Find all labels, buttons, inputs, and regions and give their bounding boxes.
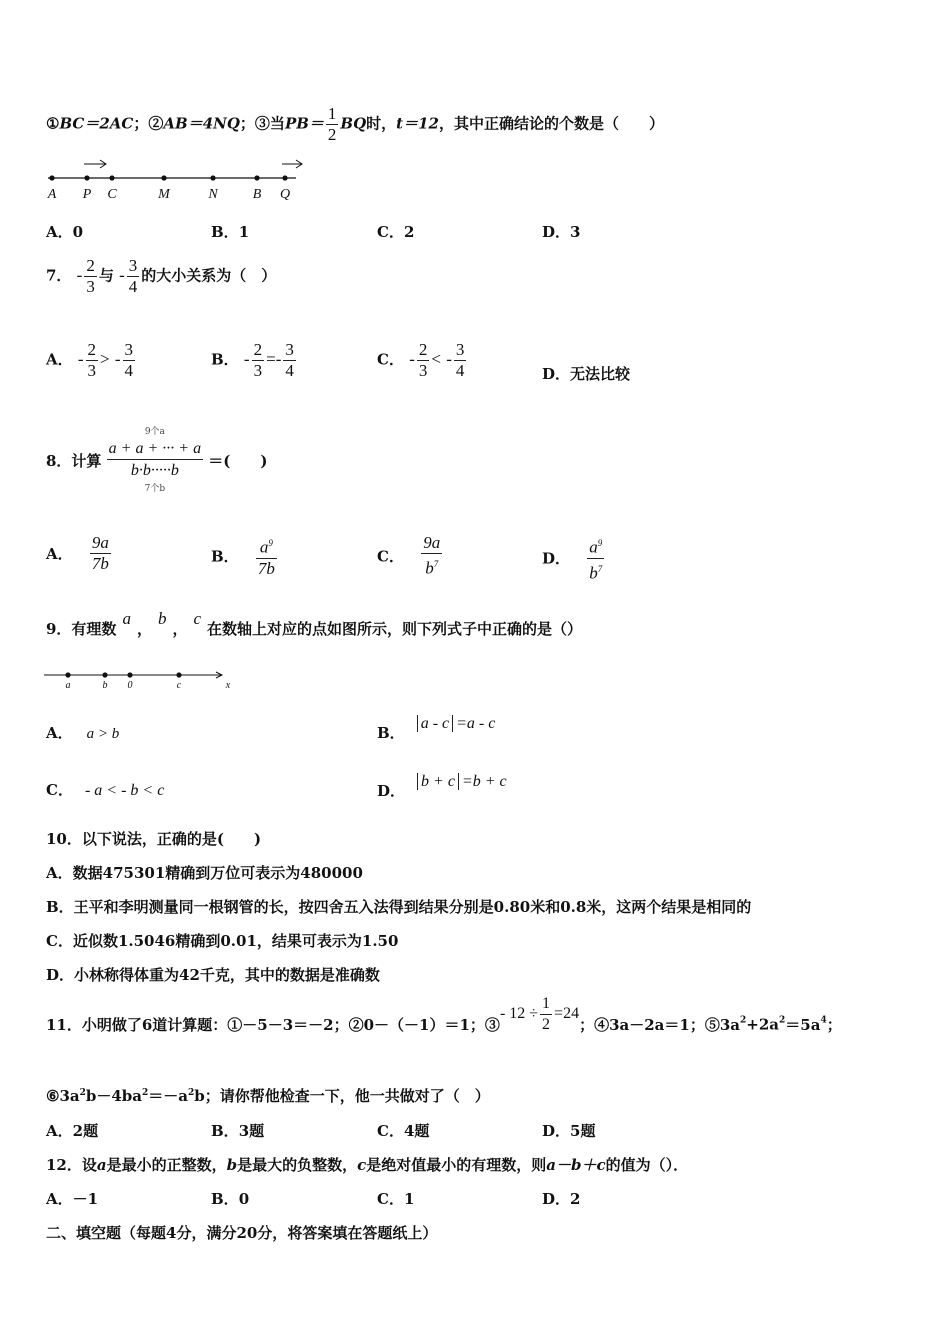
q9-label-a: a <box>65 680 71 691</box>
q9-label-x: x <box>225 680 231 691</box>
q9-point-0 <box>127 672 132 677</box>
q6-option-b[interactable]: B．1 <box>211 223 250 241</box>
q11-stem-line2: $⑥3a^2b-4ba^2=-a^2b$；请你帮他检查一下，他一共做对了（ ） <box>46 1087 490 1105</box>
q9-option-d[interactable]: D．b + c =b + c <box>377 773 507 800</box>
q6-point-m <box>161 175 166 180</box>
q9-option-c[interactable]: C． - a < - b < c <box>46 781 165 799</box>
q6-label-q: Q <box>279 187 291 202</box>
q9-label-b: b <box>102 680 108 691</box>
q8-option-c[interactable]: C． $\frac{9a}{b^7}$ <box>377 533 441 578</box>
q9-option-b[interactable]: B．a - c =a - c <box>377 715 496 742</box>
q9-option-a[interactable]: A． a > b <box>46 724 120 742</box>
q8-option-d[interactable]: D． $\frac{a^9}{b^7}$ <box>542 533 606 583</box>
q6-half-fraction: $\frac{1}{2}$ <box>327 104 337 144</box>
q10-option-d[interactable]: D．小林称得体重为42千克，其中的数据是准确数 <box>46 966 380 984</box>
q6-label-c: C <box>107 187 117 202</box>
q8-denominator: b·b·····b <box>130 462 179 479</box>
q6-label-b: B <box>252 187 262 202</box>
q11-option-a[interactable]: A．2题 <box>46 1122 99 1140</box>
q9-point-c <box>176 672 181 677</box>
q12-option-a[interactable]: A．－1 <box>46 1190 99 1208</box>
q9-number-axis <box>44 664 244 694</box>
q6-label-n: N <box>208 187 218 202</box>
q11-option-c[interactable]: C．4题 <box>377 1122 430 1140</box>
q11-expr-3: - 12 ÷ $\frac{1}{2}$ =24 <box>499 995 580 1033</box>
q12-stem: 12．设a是最小的正整数，b是最大的负整数，c是绝对值最小的有理数，则a－b＋c的值为（）． <box>46 1156 689 1174</box>
q6-option-a[interactable]: A．0 <box>46 223 84 241</box>
q10-option-c[interactable]: C．近似数1.5046精确到0.01，结果可表示为1.50 <box>46 932 399 950</box>
q9-point-a <box>65 672 70 677</box>
q9-point-b <box>102 672 107 677</box>
q10-stem: 10．以下说法，正确的是( ) <box>46 830 262 848</box>
q6-label-m: M <box>158 187 170 202</box>
q6-bc-eq: BC＝2AC <box>59 114 134 133</box>
q6-point-b <box>254 175 259 180</box>
q6-ab-eq: AB＝4NQ <box>163 114 240 133</box>
q7-fraction-2: $\frac{3}{4}$ <box>128 256 138 296</box>
q6-point-n <box>210 175 215 180</box>
q7-fraction-1: $\frac{2}{3}$ <box>86 256 95 296</box>
q6-point-q <box>282 175 287 180</box>
q6-label-a: A <box>47 187 57 202</box>
q6-label-p: P <box>82 187 92 202</box>
q8-bottom-note: 7个b <box>144 484 166 494</box>
q7-stem: 7． - $\frac{2}{3}$ 与 - $\frac{3}{4}$ 的大小关系为（ ） <box>46 256 277 296</box>
q6-point-c <box>109 175 114 180</box>
q7-option-a[interactable]: A． - $\frac{2}{3}$ > - $\frac{3}{4}$ <box>46 340 134 380</box>
q10-option-b[interactable]: B．王平和李明测量同一根钢管的长，按四舍五入法得到结果分别是0.80米和0.8米，这两个结果是相同的 <box>46 898 752 916</box>
q8-numerator: a + a + ··· + a <box>107 439 203 460</box>
q12-option-c[interactable]: C．1 <box>377 1190 415 1208</box>
q11-stem: 11．小明做了6道计算题：①－5－3＝－2；②0－（－1）＝1；③- 12 ÷ $\frac{1}{2}$ =24；④3a－2a＝1；$⑤3a^2+2a^2=5a^4$； <box>46 995 842 1034</box>
q9-label-c: c <box>176 680 182 691</box>
q6-stem: ①BC＝2AC；②AB＝4NQ；③当PB＝ $\frac{1}{2}$ BQ时，t＝12，其中正确结论的个数是（ ） <box>46 104 664 144</box>
q8-stem: 8．计算 9个a a + a + ··· + a b·b·····b 7个b ＝( ) <box>46 427 268 494</box>
q6-number-line-figure <box>44 156 314 204</box>
q8-top-note: 9个a <box>144 427 165 437</box>
q8-big-fraction <box>107 425 203 496</box>
q8-option-a[interactable]: A． $\frac{9a}{7b}$ <box>46 533 109 573</box>
q8-option-b[interactable]: B． $\frac{a^9}{7b}$ <box>211 533 279 579</box>
q6-option-c[interactable]: C．2 <box>377 223 415 241</box>
q11-option-b[interactable]: B．3题 <box>211 1122 265 1140</box>
q6-point-a <box>49 175 54 180</box>
q12-option-b[interactable]: B．0 <box>211 1190 250 1208</box>
q12-option-d[interactable]: D．2 <box>542 1190 581 1208</box>
q6-point-p <box>84 175 89 180</box>
q9-label-0: 0 <box>127 680 133 691</box>
q7-option-d[interactable]: D．无法比较 <box>542 365 631 383</box>
q7-option-b[interactable]: B． - $\frac{2}{3}$ =- $\frac{3}{4}$ <box>211 340 294 380</box>
section-2-heading: 二、填空题（每题4分，满分20分，将答案填在答题纸上） <box>46 1224 438 1242</box>
q6-option-d[interactable]: D．3 <box>542 223 581 241</box>
q10-option-a[interactable]: A．数据475301精确到万位可表示为480000 <box>46 864 363 882</box>
q9-stem: 9．有理数a，b，c在数轴上对应的点如图所示，则下列式子中正确的是（） <box>46 609 583 638</box>
q11-option-d[interactable]: D．5题 <box>542 1122 596 1140</box>
q7-option-c[interactable]: C． - $\frac{2}{3}$ < - $\frac{3}{4}$ <box>377 340 465 380</box>
